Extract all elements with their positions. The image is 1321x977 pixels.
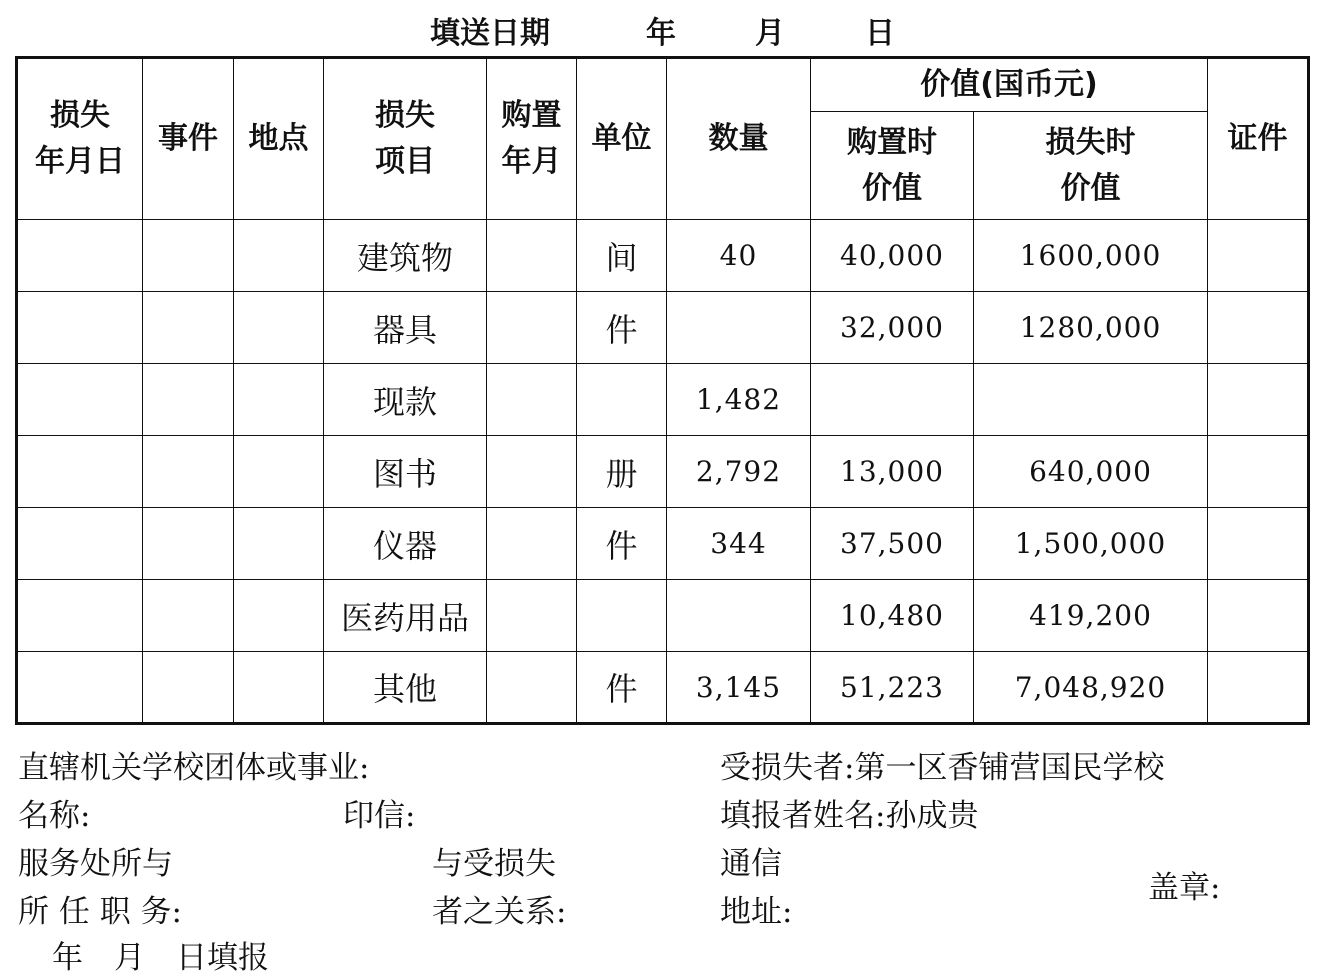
header-item-line2: 项目 (375, 144, 435, 179)
cell-loss-date (17, 220, 143, 292)
cell-unit (577, 364, 667, 436)
cell-purchase-date (487, 220, 577, 292)
cell-purchase-value: 10,480 (811, 580, 974, 652)
cell-unit: 件 (577, 292, 667, 364)
footer-position-label: 所 任 职 务: (18, 894, 183, 930)
cell-item: 仪器 (324, 508, 487, 580)
cell-loss-value: 419,200 (974, 580, 1208, 652)
header-purchase-value-line1: 购置时 (847, 124, 937, 160)
cell-certificate (1208, 652, 1309, 724)
header-purchase-date (487, 58, 577, 220)
cell-location (234, 508, 324, 580)
cell-loss-date (17, 292, 143, 364)
cell-loss-value: 640,000 (974, 436, 1208, 508)
cell-event (143, 436, 234, 508)
cell-location (234, 364, 324, 436)
cell-quantity: 344 (667, 508, 811, 580)
cell-event (143, 508, 234, 580)
cell-loss-date (17, 580, 143, 652)
header-purchase-date-line1: 购置 (501, 98, 562, 133)
table-row (17, 364, 1309, 436)
header-value-group: 价值(国币元) (811, 58, 1208, 112)
cell-certificate (1208, 220, 1309, 292)
cell-purchase-date (487, 292, 577, 364)
cell-loss-value: 1,500,000 (974, 508, 1208, 580)
cell-certificate (1208, 436, 1309, 508)
cell-purchase-date (487, 580, 577, 652)
header-purchase-value (811, 112, 974, 220)
cell-location (234, 652, 324, 724)
table-row (17, 508, 1309, 580)
cell-certificate (1208, 580, 1309, 652)
cell-loss-value: 7,048,920 (974, 652, 1208, 724)
footer-relation-label-1: 与受损失 (432, 846, 556, 882)
table-row (17, 292, 1309, 364)
header-event: 事件 (143, 58, 234, 220)
header-location: 地点 (234, 58, 324, 220)
cell-certificate (1208, 292, 1309, 364)
fill-date-line (0, 8, 1321, 50)
header-loss-date (17, 58, 143, 220)
fill-date-year: 年 (646, 16, 676, 51)
cell-unit: 册 (577, 436, 667, 508)
cell-purchase-value: 40,000 (811, 220, 974, 292)
footer-org-label: 直辖机关学校团体或事业: (18, 750, 370, 786)
cell-location (234, 580, 324, 652)
header-purchase-date-line2: 年月 (501, 144, 562, 179)
cell-loss-value: 1280,000 (974, 292, 1208, 364)
cell-unit: 间 (577, 220, 667, 292)
footer-name-label: 名称: (18, 798, 91, 834)
cell-item: 器具 (324, 292, 487, 364)
table-row (17, 652, 1309, 724)
cell-event (143, 580, 234, 652)
cell-purchase-value: 32,000 (811, 292, 974, 364)
cell-purchase-date (487, 652, 577, 724)
cell-loss-value: 1600,000 (974, 220, 1208, 292)
header-purchase-value-line2: 价值 (862, 170, 922, 206)
header-loss-value-line1: 损失时 (1045, 124, 1136, 160)
cell-loss-value (974, 364, 1208, 436)
cell-quantity (667, 580, 811, 652)
cell-unit (577, 580, 667, 652)
cell-item: 现款 (324, 364, 487, 436)
cell-item: 其他 (324, 652, 487, 724)
cell-purchase-value: 13,000 (811, 436, 974, 508)
cell-quantity: 2,792 (667, 436, 811, 508)
footer-relation-label-2: 者之关系: (432, 894, 567, 930)
cell-item: 医药用品 (324, 580, 487, 652)
header-loss-date-line1: 损失 (50, 98, 110, 133)
header-item (324, 58, 487, 220)
cell-quantity: 40 (667, 220, 811, 292)
header-quantity: 数量 (667, 58, 811, 220)
header-loss-date-line2: 年月日 (35, 144, 125, 179)
cell-event (143, 220, 234, 292)
table-row (17, 580, 1309, 652)
cell-location (234, 220, 324, 292)
header-certificate: 证件 (1208, 58, 1309, 220)
footer-reporter: 填报者姓名:孙成贵 (720, 798, 979, 834)
footer-address-label: 地址: (720, 894, 793, 930)
cell-purchase-value: 37,500 (811, 508, 974, 580)
cell-purchase-value: 51,223 (811, 652, 974, 724)
footer-victim: 受损失者:第一区香铺营国民学校 (720, 750, 1165, 786)
header-loss-value-line2: 价值 (1060, 170, 1121, 206)
cell-item: 建筑物 (324, 220, 487, 292)
header-item-line1: 损失 (375, 98, 435, 133)
cell-certificate (1208, 508, 1309, 580)
footer-filed-date: 年 月 日填报 (52, 940, 269, 976)
loss-report-table (15, 56, 1310, 725)
cell-item: 图书 (324, 436, 487, 508)
table-body (17, 220, 1309, 724)
cell-event (143, 364, 234, 436)
table-row (17, 220, 1309, 292)
footer-service-label: 服务处所与 (18, 846, 173, 882)
cell-purchase-date (487, 436, 577, 508)
cell-unit: 件 (577, 508, 667, 580)
cell-loss-date (17, 652, 143, 724)
cell-location (234, 292, 324, 364)
cell-certificate (1208, 364, 1309, 436)
cell-purchase-value (811, 364, 974, 436)
fill-date-month: 月 (755, 16, 785, 51)
cell-event (143, 292, 234, 364)
cell-quantity (667, 292, 811, 364)
header-unit: 单位 (577, 58, 667, 220)
fill-date-day: 日 (865, 16, 895, 51)
cell-loss-date (17, 436, 143, 508)
footer-stamp-label: 盖章: (1148, 870, 1221, 906)
cell-quantity: 3,145 (667, 652, 811, 724)
cell-purchase-date (487, 364, 577, 436)
cell-purchase-date (487, 508, 577, 580)
header-loss-value (974, 112, 1208, 220)
table-row (17, 436, 1309, 508)
cell-quantity: 1,482 (667, 364, 811, 436)
footer-contact-label: 通信 (720, 846, 782, 882)
cell-loss-date (17, 364, 143, 436)
footer-seal-label: 印信: (343, 798, 416, 834)
cell-loss-date (17, 508, 143, 580)
cell-unit: 件 (577, 652, 667, 724)
cell-location (234, 436, 324, 508)
cell-event (143, 652, 234, 724)
fill-date-label: 填送日期 (430, 16, 550, 51)
